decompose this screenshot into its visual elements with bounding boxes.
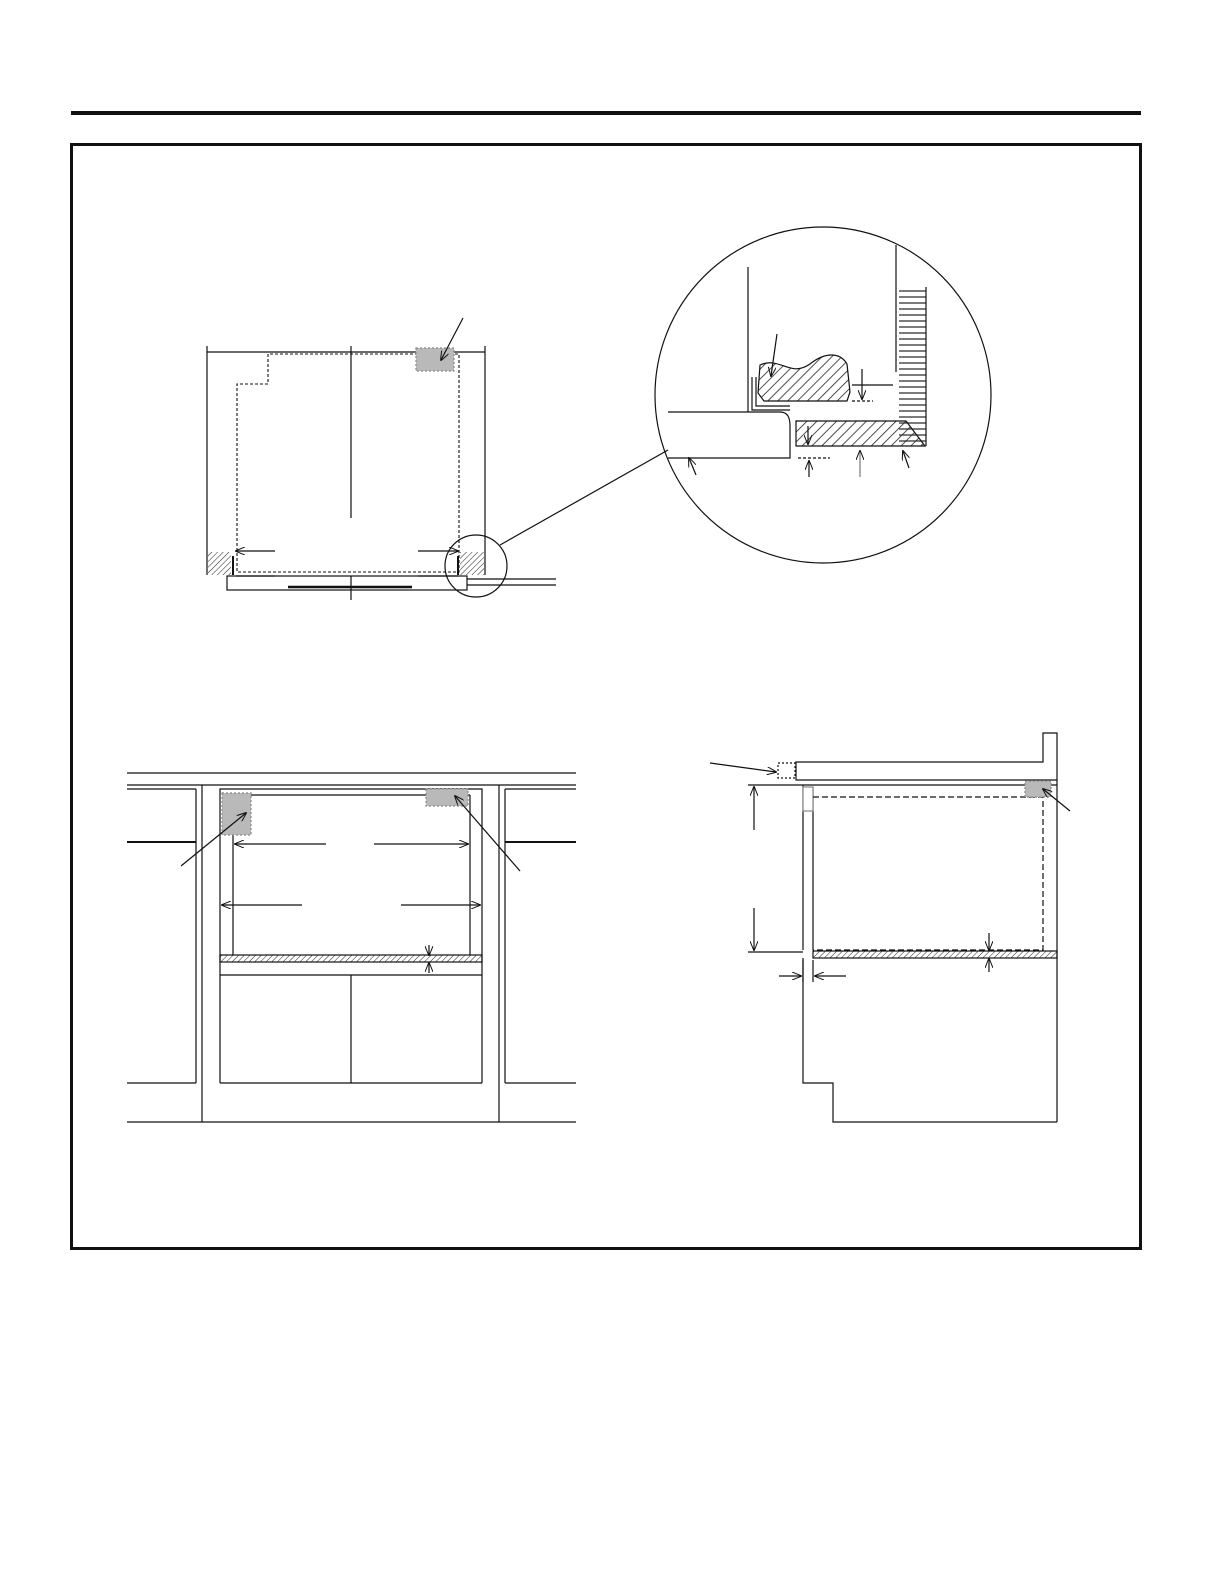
front-view-diagram bbox=[127, 773, 576, 1122]
top-view-diagram bbox=[207, 318, 668, 600]
shaded-marker bbox=[416, 348, 454, 371]
trim-strip bbox=[796, 421, 925, 446]
dashed-envelope bbox=[237, 354, 459, 572]
hatched-corner-left bbox=[208, 552, 231, 575]
hatched-shelf bbox=[220, 955, 482, 962]
side-view-diagram bbox=[710, 733, 1070, 1122]
molding-profile bbox=[758, 355, 850, 401]
hatched-corner-right bbox=[460, 552, 484, 575]
detail-view-diagram bbox=[655, 227, 991, 563]
